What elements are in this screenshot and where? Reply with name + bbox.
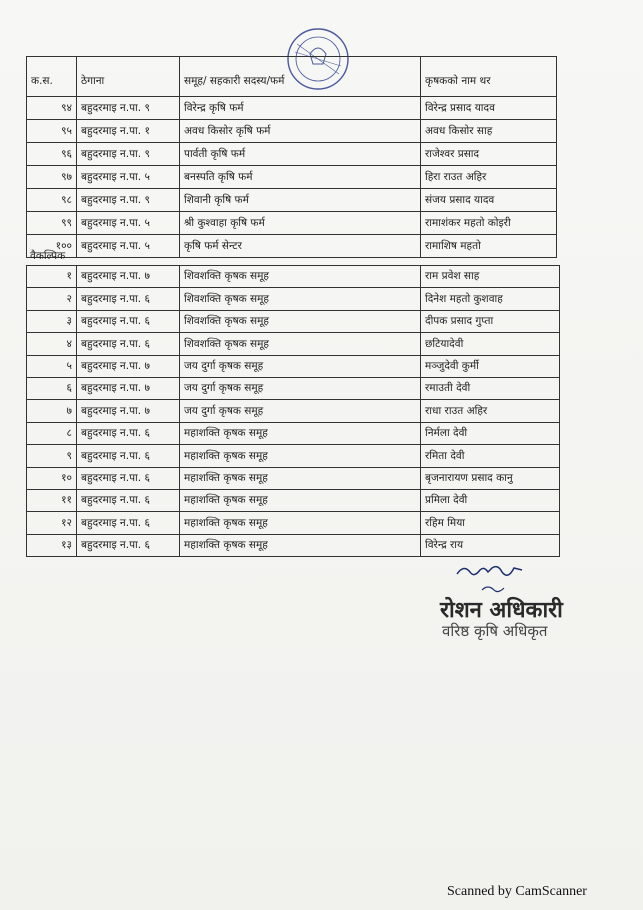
cell-address: बहुदरमाइ न.पा. ६ xyxy=(77,534,180,556)
table-row xyxy=(27,235,557,258)
table-row xyxy=(27,355,560,377)
cell-sn: १ xyxy=(27,266,77,288)
cell-address: बहुदरमाइ न.पा. १ xyxy=(77,120,180,143)
cell-farmer: विरेन्द्र राय xyxy=(421,534,560,556)
cell-group: शिवशक्ति कृषक समूह xyxy=(180,333,421,355)
table-row xyxy=(27,467,560,489)
cell-sn: ८ xyxy=(27,422,77,444)
cell-address: बहुदरमाइ न.पा. ७ xyxy=(77,377,180,399)
table-row xyxy=(27,189,557,212)
table-row xyxy=(27,212,557,235)
alternate-list-label: वैकल्पिक xyxy=(30,250,66,262)
table-row xyxy=(27,143,557,166)
cell-group: महाशक्ति कृषक समूह xyxy=(180,445,421,467)
header-group: समूह/ सहकारी सदस्य/फर्म xyxy=(180,57,421,97)
cell-address: बहुदरमाइ न.पा. ७ xyxy=(77,355,180,377)
cell-farmer: दिनेश महतो कुशवाह xyxy=(421,288,560,310)
cell-address: बहुदरमाइ न.पा. ६ xyxy=(77,422,180,444)
cell-farmer: अवध किसोर साह xyxy=(421,120,557,143)
farm-list-table xyxy=(26,56,557,258)
cell-sn: ९५ xyxy=(27,120,77,143)
cell-group: महाशक्ति कृषक समूह xyxy=(180,489,421,511)
cell-farmer: रहिम मिया xyxy=(421,512,560,534)
cell-group: महाशक्ति कृषक समूह xyxy=(180,512,421,534)
cell-group: जय दुर्गा कृषक समूह xyxy=(180,400,421,422)
cell-farmer: निर्मला देवी xyxy=(421,422,560,444)
cell-group: शिवशक्ति कृषक समूह xyxy=(180,310,421,332)
cell-farmer: मञ्जुदेवी कुर्मी xyxy=(421,355,560,377)
cell-farmer: बृजनारायण प्रसाद कानु xyxy=(421,467,560,489)
alternate-farmer-table xyxy=(26,265,560,557)
cell-sn: ३ xyxy=(27,310,77,332)
cell-sn: ४ xyxy=(27,333,77,355)
cell-group: शिवशक्ति कृषक समूह xyxy=(180,288,421,310)
table-row xyxy=(27,400,560,422)
cell-address: बहुदरमाइ न.पा. ६ xyxy=(77,445,180,467)
cell-address: बहुदरमाइ न.पा. ६ xyxy=(77,489,180,511)
cell-sn: ९६ xyxy=(27,143,77,166)
table-row xyxy=(27,512,560,534)
cell-group: अवध किसोर कृषि फर्म xyxy=(180,120,421,143)
cell-farmer: संजय प्रसाद यादव xyxy=(421,189,557,212)
cell-address: बहुदरमाइ न.पा. ५ xyxy=(77,212,180,235)
cell-farmer: राम प्रवेश साह xyxy=(421,266,560,288)
cell-address: बहुदरमाइ न.पा. ५ xyxy=(77,166,180,189)
cell-sn: ९९ xyxy=(27,212,77,235)
cell-address: बहुदरमाइ न.पा. ५ xyxy=(77,235,180,258)
cell-sn: १०० xyxy=(27,235,77,258)
table-row xyxy=(27,534,560,556)
cell-group: शिवानी कृषि फर्म xyxy=(180,189,421,212)
cell-group: महाशक्ति कृषक समूह xyxy=(180,534,421,556)
table-row xyxy=(27,266,560,288)
cell-sn: ९ xyxy=(27,445,77,467)
cell-sn: ७ xyxy=(27,400,77,422)
cell-address: बहुदरमाइ न.पा. ९ xyxy=(77,143,180,166)
cell-sn: ९४ xyxy=(27,97,77,120)
cell-address: बहुदरमाइ न.पा. ६ xyxy=(77,467,180,489)
cell-farmer: प्रमिला देवी xyxy=(421,489,560,511)
cell-sn: ९८ xyxy=(27,189,77,212)
table-row xyxy=(27,422,560,444)
cell-group: महाशक्ति कृषक समूह xyxy=(180,422,421,444)
table-row xyxy=(27,377,560,399)
cell-farmer: हिरा राउत अहिर xyxy=(421,166,557,189)
cell-address: बहुदरमाइ न.पा. ९ xyxy=(77,97,180,120)
cell-farmer: रमाउती देवी xyxy=(421,377,560,399)
cell-farmer: रामाशंकर महतो कोइरी xyxy=(421,212,557,235)
header-address: ठेगाना xyxy=(77,57,180,97)
table-row xyxy=(27,310,560,332)
table-row xyxy=(27,489,560,511)
cell-sn: ५ xyxy=(27,355,77,377)
cell-sn: ९७ xyxy=(27,166,77,189)
scanner-watermark: Scanned by CamScanner xyxy=(447,884,587,899)
cell-farmer: रामाशिष महतो xyxy=(421,235,557,258)
cell-sn: २ xyxy=(27,288,77,310)
cell-group: शिवशक्ति कृषक समूह xyxy=(180,266,421,288)
table-row xyxy=(27,288,560,310)
cell-sn: १० xyxy=(27,467,77,489)
cell-sn: ६ xyxy=(27,377,77,399)
cell-address: बहुदरमाइ न.पा. ७ xyxy=(77,400,180,422)
cell-address: बहुदरमाइ न.पा. ६ xyxy=(77,288,180,310)
officer-name: रोशन अधिकारी xyxy=(440,598,563,623)
header-sn: क.स. xyxy=(27,57,77,97)
cell-sn: ११ xyxy=(27,489,77,511)
cell-group: जय दुर्गा कृषक समूह xyxy=(180,355,421,377)
cell-group: जय दुर्गा कृषक समूह xyxy=(180,377,421,399)
cell-group: महाशक्ति कृषक समूह xyxy=(180,467,421,489)
cell-address: बहुदरमाइ न.पा. ६ xyxy=(77,310,180,332)
cell-address: बहुदरमाइ न.पा. ६ xyxy=(77,512,180,534)
cell-group: कृषि फर्म सेन्टर xyxy=(180,235,421,258)
cell-group: पार्वती कृषि फर्म xyxy=(180,143,421,166)
cell-sn: १२ xyxy=(27,512,77,534)
header-farmer: कृषकको नाम थर xyxy=(421,57,557,97)
cell-group: श्री कुश्वाहा कृषि फर्म xyxy=(180,212,421,235)
table-row xyxy=(27,166,557,189)
cell-address: बहुदरमाइ न.पा. ९ xyxy=(77,189,180,212)
table-header-row xyxy=(27,57,557,97)
officer-title: वरिष्ठ कृषि अधिकृत xyxy=(442,622,548,640)
cell-farmer: दीपक प्रसाद गुप्ता xyxy=(421,310,560,332)
cell-farmer: राधा राउत अहिर xyxy=(421,400,560,422)
table-row xyxy=(27,120,557,143)
cell-farmer: छटियादेवी xyxy=(421,333,560,355)
cell-sn: १३ xyxy=(27,534,77,556)
table-row xyxy=(27,97,557,120)
cell-farmer: विरेन्द्र प्रसाद यादव xyxy=(421,97,557,120)
cell-address: बहुदरमाइ न.पा. ७ xyxy=(77,266,180,288)
table-row xyxy=(27,333,560,355)
cell-farmer: रमिता देवी xyxy=(421,445,560,467)
cell-address: बहुदरमाइ न.पा. ६ xyxy=(77,333,180,355)
cell-group: बनस्पति कृषि फर्म xyxy=(180,166,421,189)
table-row xyxy=(27,445,560,467)
cell-farmer: राजेश्वर प्रसाद xyxy=(421,143,557,166)
cell-group: विरेन्द्र कृषि फर्म xyxy=(180,97,421,120)
